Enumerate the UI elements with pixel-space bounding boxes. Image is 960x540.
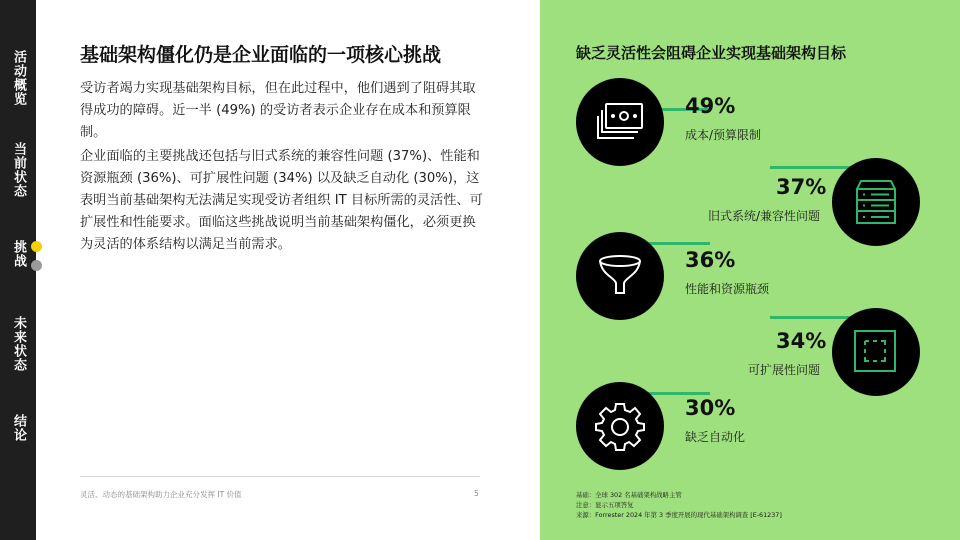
note-base: 基础：全球 302 名基础架构战略主管	[576, 491, 682, 499]
page-title: 基础架构僵化仍是企业面临的一项核心挑战	[80, 44, 442, 66]
funnel-icon	[595, 251, 645, 301]
nav-item-conclusion[interactable]: 结论	[11, 414, 26, 442]
stat-percent: 37%	[776, 175, 827, 199]
active-page-indicator[interactable]	[31, 241, 42, 252]
stat-label: 成本/预算限制	[685, 128, 762, 142]
stat-icon-circle	[576, 382, 664, 470]
side-navigation	[0, 0, 36, 540]
footer-divider	[80, 476, 480, 477]
stat-icon-circle	[576, 78, 664, 166]
stat-label: 旧式系统/兼容性问题	[707, 209, 820, 223]
stat-percent: 49%	[685, 94, 736, 118]
panel-title: 缺乏灵活性会阻碍企业实现基础架构目标	[576, 44, 847, 62]
nav-item-future-state[interactable]: 未来状态	[11, 316, 26, 372]
page-indicator[interactable]	[31, 260, 42, 271]
stat-label: 可扩展性问题	[747, 363, 820, 377]
stat-percent: 36%	[685, 248, 736, 272]
stat-label: 缺乏自动化	[685, 430, 746, 444]
nav-item-challenges[interactable]: 挑战	[11, 240, 26, 268]
gear-icon	[594, 400, 646, 452]
source-notes	[576, 490, 782, 520]
footer-text: 灵活、动态的基础架构助力企业充分发挥 IT 价值	[80, 490, 242, 499]
note-remark: 注意：显示五项答复	[576, 501, 634, 509]
nav-item-overview[interactable]: 活动概览	[11, 50, 26, 106]
infographic-panel	[540, 0, 960, 540]
stat-percent: 34%	[776, 329, 827, 353]
stat-icon-circle	[832, 158, 920, 246]
expand-squares-icon	[851, 327, 901, 377]
server-rack-icon	[853, 177, 899, 227]
note-source: 来源：Forrester 2024 年第 3 季度开展的现代基础架构调查 [E-61237]	[576, 511, 782, 519]
stat-label: 性能和资源瓶颈	[685, 282, 770, 296]
nav-item-current-state[interactable]: 当前状态	[11, 142, 26, 198]
body-paragraph-1: 受访者竭力实现基础架构目标，但在此过程中，他们遇到了阻碍其取得成功的障碍。近一半 (49%) 的受访者表示企业存在成本和预算限制。	[80, 81, 476, 140]
body-paragraph-2: 企业面临的主要挑战还包括与旧式系统的兼容性问题 (37%)、性能和资源瓶颈 (36%)、可扩展性问题 (34%) 以及缺乏自动化 (30%)，这表明当前基础架构无法满足实现受访者组织 IT 目标所需的灵活性、可扩展性和性能要求。面临这些挑战说明当前基础架构僵化，必须更换为灵活的体系结构以满足当前需求。	[80, 149, 483, 252]
money-stack-icon	[592, 98, 648, 146]
stat-icon-circle	[576, 232, 664, 320]
stat-percent: 30%	[685, 396, 736, 420]
stat-icon-circle	[832, 308, 920, 396]
page-number: 5	[474, 489, 479, 498]
